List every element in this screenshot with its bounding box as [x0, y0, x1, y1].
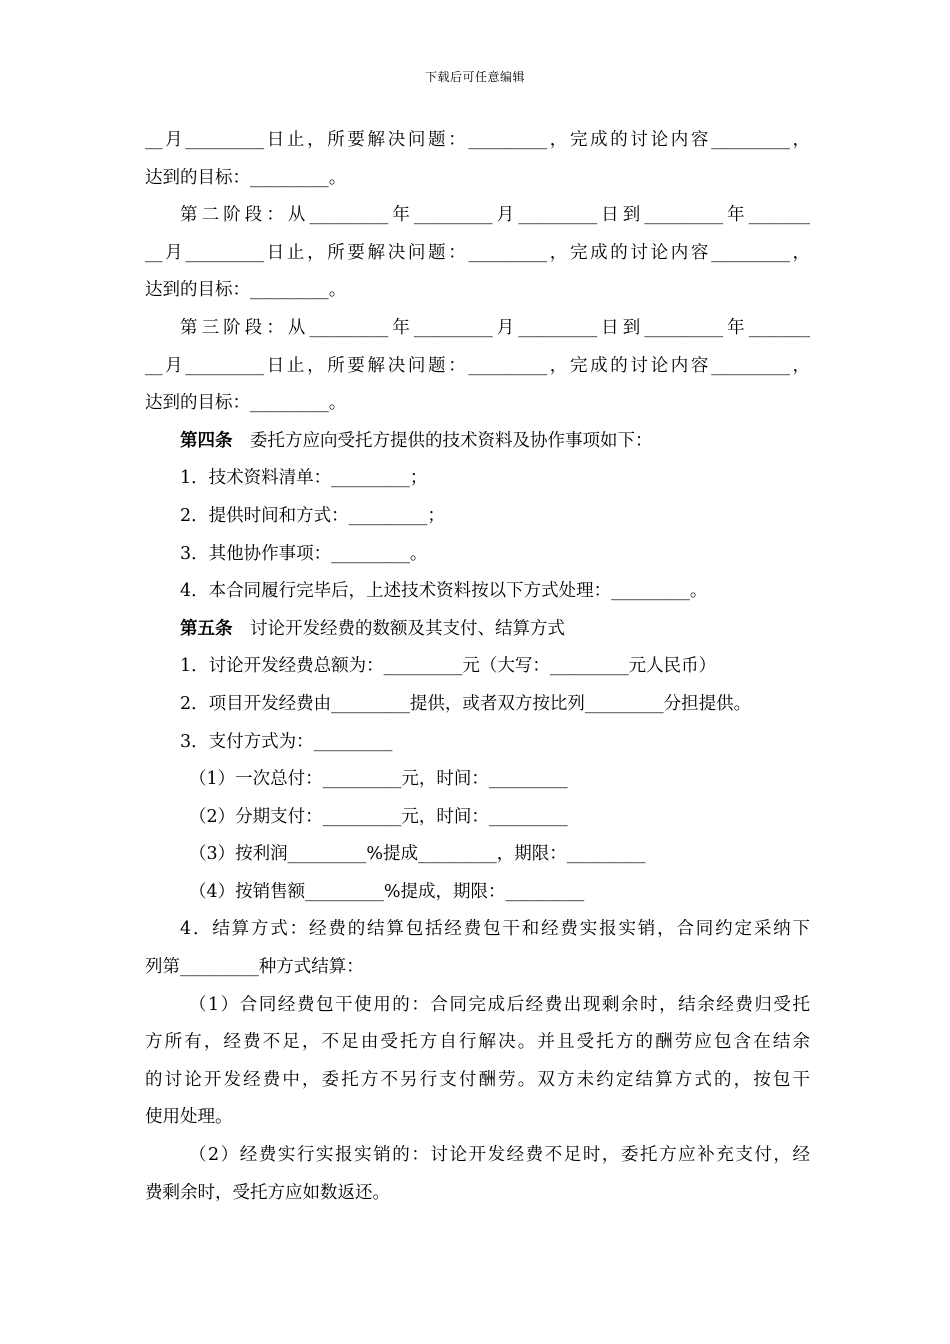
text-line: [145, 310, 810, 348]
line-text: （3）按利润_________%提成_________，期限：_________: [189, 844, 646, 865]
line-text: 讨论开发经费的数额及其支付、结算方式: [232, 618, 565, 639]
text-line: [145, 385, 810, 423]
text-line: [145, 1024, 810, 1062]
text-line: [145, 1099, 810, 1137]
text-line: [145, 122, 810, 160]
line-text: 达到的目标：_________。: [145, 393, 347, 414]
line-text: 费剩余时，受托方应如数返还。: [145, 1182, 390, 1203]
text-line: [145, 460, 810, 498]
line-text: 第二阶段：从_________年_________月_________日到_________年_______: [180, 205, 810, 226]
text-line: [145, 272, 810, 310]
line-text: 委托方应向受托方提供的技术资料及协作事项如下：: [232, 430, 653, 451]
text-line: [145, 536, 810, 574]
line-text: __月_________日止，所要解决问题：_________，完成的讨论内容_________，: [145, 242, 810, 263]
text-line: [145, 987, 810, 1025]
text-line: [145, 498, 810, 536]
text-line: [145, 1062, 810, 1100]
line-text: 3．其他协作事项：_________。: [180, 543, 428, 564]
line-text: 使用处理。: [145, 1107, 233, 1128]
line-text: 2．提供时间和方式：_________；: [180, 505, 445, 526]
line-text: 第三阶段：从_________年_________月_________日到_________年_______: [180, 317, 810, 338]
text-line: [145, 197, 810, 235]
line-text: （4）按销售额_________%提成，期限：_________: [189, 881, 585, 902]
article-number: 第五条: [180, 618, 233, 639]
text-line: [145, 648, 810, 686]
line-text: （1）合同经费包干使用的：合同完成后经费出现剩余时，结余经费归受托: [189, 994, 810, 1015]
text-line: [145, 911, 810, 949]
line-text: 达到的目标：_________。: [145, 167, 347, 188]
text-line: [145, 799, 810, 837]
line-text: （2）分期支付：_________元，时间：_________: [189, 806, 568, 827]
line-text: 1．讨论开发经费总额为：_________元（大写：_________元人民币）: [180, 656, 717, 677]
text-line: [145, 573, 810, 611]
page-header: 下载后可任意编辑: [424, 70, 525, 84]
text-line: [145, 423, 810, 461]
line-text: （1）一次总付：_________元，时间：_________: [189, 769, 568, 790]
line-text: 达到的目标：_________。: [145, 280, 347, 301]
line-text: （2）经费实行实报实销的：讨论开发经费不足时，委托方应补充支付，经: [189, 1145, 810, 1166]
text-line: [145, 1175, 810, 1213]
article-number: 第四条: [180, 430, 233, 451]
line-text: 方所有，经费不足，不足由受托方自行解决。并且受托方的酬劳应包含在结余: [145, 1032, 810, 1053]
text-line: [145, 348, 810, 386]
text-line: [145, 235, 810, 273]
text-line: [145, 686, 810, 724]
line-text: 4．本合同履行完毕后，上述技术资料按以下方式处理：_________。: [180, 581, 708, 602]
line-text: 3．支付方式为：_________: [180, 731, 393, 752]
text-line: [145, 160, 810, 198]
text-line: [145, 874, 810, 912]
line-text: 4．结算方式：经费的结算包括经费包干和经费实报实销，合同约定采纳下: [180, 919, 810, 940]
text-line: [145, 724, 810, 762]
line-text: 列第_________种方式结算：: [145, 957, 364, 978]
line-text: 2．项目开发经费由_________提供，或者双方按比列_________分担提供。: [180, 693, 752, 714]
line-text: __月_________日止，所要解决问题：_________，完成的讨论内容_________，: [145, 355, 810, 376]
line-text: 1．技术资料清单：_________；: [180, 468, 428, 489]
line-text: __月_________日止，所要解决问题：_________，完成的讨论内容_________，: [145, 130, 810, 150]
document-body: [145, 122, 810, 1212]
text-line: [145, 761, 810, 799]
text-line: [145, 836, 810, 874]
text-line: [145, 1137, 810, 1175]
line-text: 的讨论开发经费中，委托方不另行支付酬劳。双方未约定结算方式的，按包干: [145, 1069, 810, 1090]
text-line: [145, 949, 810, 987]
text-line: [145, 611, 810, 649]
